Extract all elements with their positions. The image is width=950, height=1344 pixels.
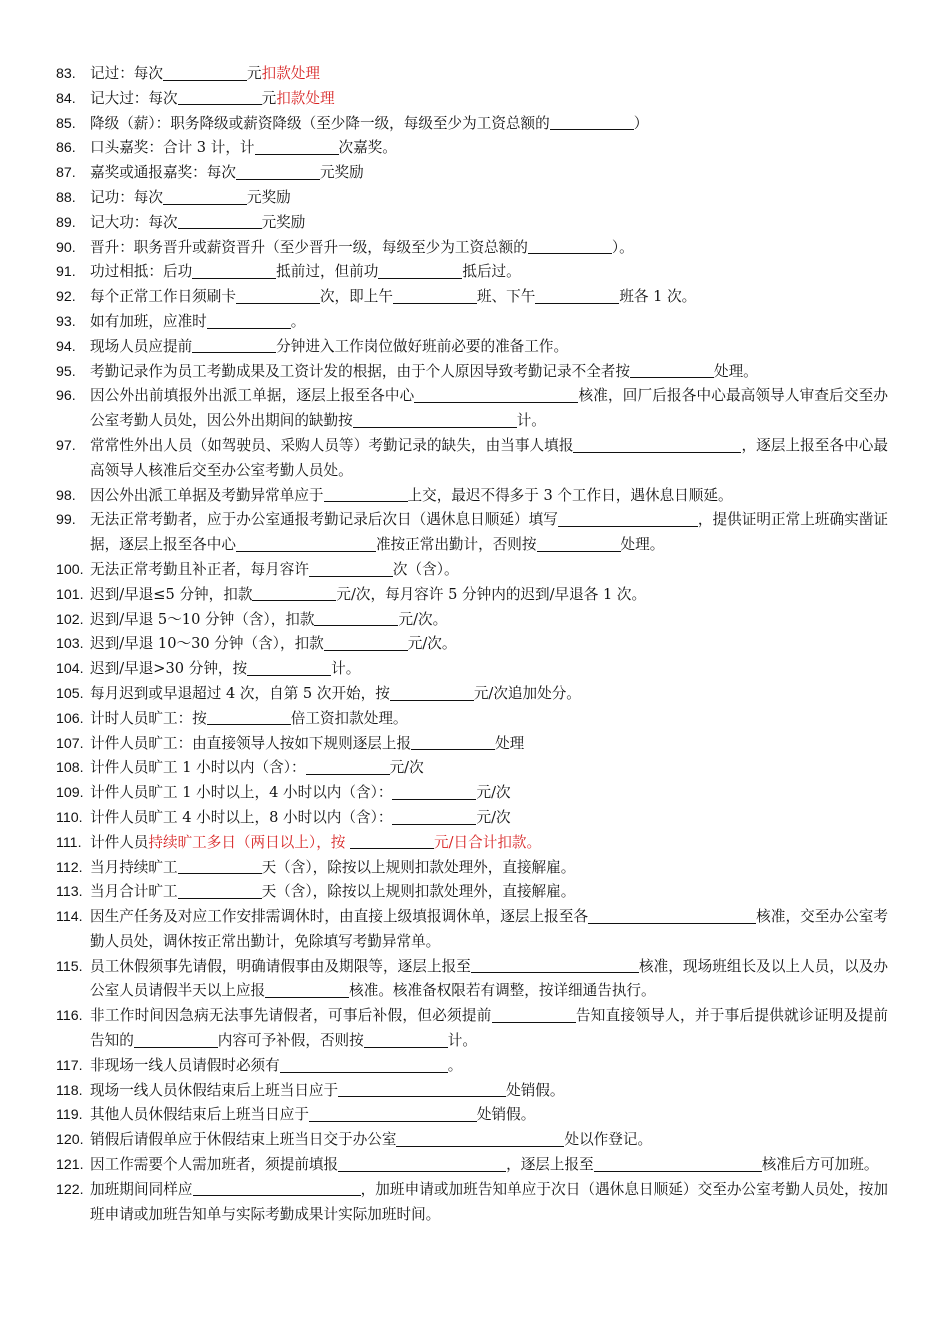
list-item	[0, 1128, 950, 1153]
item-number: 122.	[56, 1181, 84, 1198]
list-item	[0, 1054, 950, 1079]
list-item	[0, 136, 950, 161]
fill-in-blank[interactable]	[252, 586, 336, 602]
item-number: 96.	[56, 388, 76, 405]
item-text: 元/次	[476, 808, 511, 826]
list-item	[0, 558, 950, 583]
fill-in-blank[interactable]	[309, 1107, 477, 1123]
item-number: 90.	[56, 239, 76, 256]
item-text: 员工休假须事先请假，明确请假事由及期限等，逐层上报至	[90, 957, 471, 975]
fill-in-blank[interactable]	[393, 288, 477, 304]
fill-in-blank[interactable]	[309, 561, 393, 577]
item-text: 。	[290, 312, 306, 330]
item-text: 计件人员旷工 1 小时以上，4 小时以内（含）：	[90, 784, 393, 802]
item-text: 现场人员应提前	[90, 337, 193, 355]
list-item	[0, 756, 950, 781]
item-text: 现场一线人员休假结束后上班当日应于	[90, 1081, 339, 1099]
item-text: ，逐层上报至各中心最高领导人核准后交至办公室考勤人员处。	[90, 436, 888, 479]
item-text: 记功：每次	[90, 188, 163, 206]
item-text: 迟到/早退 10～30 分钟（含），扣款	[90, 635, 324, 653]
item-text: 班各 1 次。	[619, 288, 697, 306]
highlighted-text: 扣款处理	[276, 89, 335, 107]
list-item	[0, 856, 950, 881]
item-text: 计件人员旷工 1 小时以内（含）：	[90, 759, 306, 777]
item-text: 每个正常工作日须刷卡	[90, 288, 236, 306]
item-text: 处销假。	[476, 1106, 536, 1124]
fill-in-blank[interactable]	[411, 735, 495, 751]
item-number: 119.	[56, 1107, 83, 1124]
list-item	[0, 781, 950, 806]
fill-in-blank[interactable]	[193, 1181, 361, 1197]
list-item	[0, 87, 950, 112]
fill-in-blank[interactable]	[163, 65, 247, 81]
item-text: 告知直接领导人，并于事后提供就诊证明及提前告知的	[90, 1007, 888, 1050]
item-text: 核准，回厂后报各中心最高领导人审查后交至办公室考勤人员处，因公外出期间的缺勤按	[90, 387, 888, 430]
fill-in-blank[interactable]	[338, 1156, 506, 1172]
item-number: 109.	[56, 785, 84, 802]
list-item	[0, 1178, 950, 1228]
document-body	[0, 62, 950, 1227]
item-text: 处理。	[713, 362, 758, 380]
item-text: 分钟进入工作岗位做好班前必要的准备工作。	[276, 337, 569, 355]
item-number: 111.	[56, 834, 82, 851]
item-text: 加班期间同样应	[90, 1180, 193, 1198]
item-text: ）	[633, 114, 649, 132]
item-text: 当月持续旷工	[90, 858, 178, 876]
list-item	[0, 806, 950, 831]
item-text: 抵前过，但前功	[276, 263, 379, 281]
fill-in-blank[interactable]	[236, 288, 320, 304]
fill-in-blank[interactable]	[192, 338, 276, 354]
item-number: 86.	[56, 140, 76, 157]
item-text: 计。	[447, 1032, 477, 1050]
item-text: 处理	[495, 734, 525, 752]
item-text: 内容可予补假，否则按	[217, 1032, 364, 1050]
fill-in-blank[interactable]	[535, 288, 619, 304]
item-text: 元奖励	[246, 188, 291, 206]
fill-in-blank[interactable]	[378, 263, 462, 279]
item-number: 110.	[56, 809, 83, 826]
fill-in-blank[interactable]	[163, 189, 247, 205]
fill-in-blank[interactable]	[178, 859, 262, 875]
fill-in-blank[interactable]	[630, 363, 714, 379]
item-text: 班、下午	[476, 288, 536, 306]
item-text: ，逐层上报至	[506, 1156, 594, 1174]
fill-in-blank[interactable]	[280, 1057, 448, 1073]
list-item	[0, 1153, 950, 1178]
item-number: 107.	[56, 735, 84, 752]
highlighted-text: 扣款处理	[261, 65, 320, 82]
fill-in-blank[interactable]	[247, 660, 331, 676]
list-item	[0, 707, 950, 732]
list-item	[0, 285, 950, 310]
fill-in-blank[interactable]	[573, 437, 741, 453]
list-item	[0, 1004, 950, 1054]
fill-in-blank[interactable]	[306, 759, 390, 775]
item-text: 计件人员旷工 4 小时以上，8 小时以内（含）：	[90, 808, 393, 826]
list-item	[0, 583, 950, 608]
highlighted-text: 持续旷工多日（两日以上），按	[148, 833, 346, 851]
item-number: 114.	[56, 909, 83, 926]
item-number: 95.	[56, 363, 76, 380]
list-item	[0, 236, 950, 261]
fill-in-blank[interactable]	[558, 511, 698, 527]
item-text: 元/次	[476, 784, 511, 802]
fill-in-blank[interactable]	[414, 387, 578, 403]
item-number: 104.	[56, 661, 84, 678]
list-item	[0, 310, 950, 335]
fill-in-blank[interactable]	[236, 164, 320, 180]
list-item	[0, 260, 950, 285]
item-text: 倍工资扣款处理。	[290, 709, 408, 727]
fill-in-blank[interactable]	[594, 1156, 762, 1172]
item-number: 85.	[56, 115, 76, 132]
item-text: 无法正常考勤者，应于办公室通报考勤记录后次日（遇休息日顺延）填写	[90, 511, 558, 529]
fill-in-blank[interactable]	[353, 412, 517, 428]
item-text: 天（含），除按以上规则扣款处理外，直接解雇。	[261, 858, 576, 876]
item-text: 迟到/早退 5～10 分钟（含），扣款	[90, 610, 315, 628]
item-number: 116.	[56, 1008, 83, 1025]
item-text: 计件人员旷工：由直接领导人按如下规则逐层上报	[90, 734, 412, 752]
fill-in-blank[interactable]	[192, 263, 276, 279]
list-item	[0, 682, 950, 707]
item-number: 121.	[56, 1157, 84, 1174]
item-text: 降级（薪）：职务降级或薪资降级（至少降一级，每级至少为工资总额的	[90, 114, 550, 132]
list-item	[0, 732, 950, 757]
fill-in-blank[interactable]	[537, 536, 621, 552]
item-text: 无法正常考勤且补正者，每月容许	[90, 560, 309, 578]
fill-in-blank[interactable]	[471, 958, 639, 974]
item-number: 117.	[56, 1057, 83, 1074]
item-text: 因公外出派工单据及考勤异常单应于	[90, 486, 324, 504]
item-number: 101.	[56, 586, 84, 603]
list-item	[0, 360, 950, 385]
item-number: 105.	[56, 685, 84, 702]
fill-in-blank[interactable]	[396, 1131, 564, 1147]
fill-in-blank[interactable]	[392, 809, 476, 825]
list-item	[0, 335, 950, 360]
item-number: 94.	[56, 338, 76, 355]
item-text: 核准后方可加班。	[761, 1156, 879, 1174]
item-text: 迟到/早退>30 分钟，按	[90, 660, 248, 678]
item-text: 晋升：职务晋升或薪资晋升（至少晋升一级，每级至少为工资总额的	[90, 238, 528, 256]
fill-in-blank[interactable]	[324, 487, 408, 503]
item-text: 处以作登记。	[564, 1131, 653, 1149]
item-text: 因公外出前填报外出派工单据，逐层上报至各中心	[90, 387, 415, 405]
item-text: 因生产任务及对应工作安排需调休时，由直接上级填报调休单，逐层上报至各	[90, 908, 589, 926]
item-text: 如有加班，应准时	[90, 312, 207, 330]
item-text: 当月合计旷工	[90, 883, 178, 901]
list-item	[0, 632, 950, 657]
fill-in-blank[interactable]	[178, 883, 262, 899]
item-text: 销假后请假单应于休假结束上班当日交于办公室	[90, 1131, 397, 1149]
item-number: 112.	[56, 859, 83, 876]
list-item	[0, 1079, 950, 1104]
item-text: 元奖励	[319, 164, 364, 182]
item-text: 。	[447, 1056, 463, 1074]
fill-in-blank[interactable]	[338, 1082, 506, 1098]
item-number: 88.	[56, 189, 76, 206]
item-text: 处销假。	[506, 1081, 565, 1099]
fill-in-blank[interactable]	[492, 1007, 576, 1023]
fill-in-blank[interactable]	[255, 139, 339, 155]
item-text: 处理。	[620, 536, 665, 554]
item-text: 记过：每次	[90, 65, 163, 82]
fill-in-blank[interactable]	[207, 710, 291, 726]
item-text: 迟到/早退≤5 分钟，扣款	[90, 585, 253, 603]
item-text: 元奖励	[261, 213, 306, 231]
item-text: 元/次。	[407, 635, 457, 653]
item-text: 其他人员休假结束后上班当日应于	[90, 1106, 309, 1124]
fill-in-blank[interactable]	[392, 784, 476, 800]
item-text: 次嘉奖。	[338, 139, 397, 157]
item-number: 99.	[56, 512, 76, 529]
item-text: 次（含）。	[392, 560, 459, 578]
fill-in-blank[interactable]	[364, 1032, 448, 1048]
item-number: 93.	[56, 313, 76, 330]
highlighted-text: 元/日合计扣款。	[434, 833, 542, 851]
list-item	[0, 434, 950, 484]
item-number: 118.	[56, 1082, 83, 1099]
item-number: 92.	[56, 289, 76, 306]
item-text: 元	[261, 89, 277, 107]
list-item	[0, 186, 950, 211]
item-text: 功过相抵：后功	[90, 263, 193, 281]
list-item	[0, 880, 950, 905]
item-number: 103.	[56, 636, 84, 653]
item-text: 计时人员旷工：按	[90, 709, 207, 727]
item-number: 83.	[56, 66, 76, 82]
list-item	[0, 1103, 950, 1128]
item-number: 102.	[56, 611, 84, 628]
item-text: 核准。核准备权限若有调整，按详细通告执行。	[349, 982, 656, 1000]
fill-in-blank[interactable]	[134, 1032, 218, 1048]
item-text: 非现场一线人员请假时必须有	[90, 1056, 280, 1074]
fill-in-blank[interactable]	[236, 536, 376, 552]
item-number: 120.	[56, 1132, 84, 1149]
item-text: 每月迟到或早退超过 4 次，自第 5 次开始，按	[90, 684, 390, 702]
fill-in-blank[interactable]	[350, 834, 434, 850]
item-text: 抵后过。	[462, 263, 521, 281]
item-text: 因工作需要个人需加班者，须提前填报	[90, 1156, 339, 1174]
item-number: 113.	[56, 884, 83, 901]
list-item	[0, 831, 950, 856]
item-text: 记大过：每次	[90, 89, 178, 107]
item-text: 计件人员	[90, 833, 149, 851]
fill-in-blank[interactable]	[550, 115, 634, 131]
item-text: 考勤记录作为员工考勤成果及工资计发的根据，由于个人原因导致考勤记录不全者按	[90, 362, 630, 380]
item-text: 元/次。	[398, 610, 448, 628]
item-text: 次，即上午	[319, 288, 393, 306]
fill-in-blank[interactable]	[528, 239, 612, 255]
item-text: 非工作时间因急病无法事先请假者，可事后补假，但必须提前	[90, 1007, 492, 1025]
item-number: 87.	[56, 165, 76, 182]
item-number: 97.	[56, 437, 76, 454]
list-item	[0, 508, 950, 558]
item-text: 元	[246, 65, 262, 82]
item-text: 准按正常出勤计，否则按	[375, 536, 537, 554]
item-number: 89.	[56, 214, 76, 231]
item-text: ，提供证明正常上班确实凿证据，逐层上报至各中心	[90, 511, 888, 554]
item-text: 天（含），除按以上规则扣款处理外，直接解雇。	[261, 883, 576, 901]
item-text: 上交，最迟不得多于 3 个工作日，遇休息日顺延。	[407, 486, 733, 504]
list-item	[0, 657, 950, 682]
list-item	[0, 161, 950, 186]
item-text: 元/次，每月容许 5 分钟内的迟到/早退各 1 次。	[336, 585, 647, 603]
list-item	[0, 484, 950, 509]
item-number: 84.	[56, 90, 76, 107]
list-item	[0, 905, 950, 955]
item-text: 元/次	[389, 759, 424, 777]
item-text: 计。	[516, 412, 546, 430]
fill-in-blank[interactable]	[324, 635, 408, 651]
list-item	[0, 211, 950, 236]
item-number: 108.	[56, 760, 84, 777]
item-text: ，加班申请或加班告知单应于次日（遇休息日顺延）交至办公室考勤人员处，按加班申请或加班告知单与实际考勤成果计实际加班时间。	[90, 1180, 888, 1223]
item-text: 嘉奖或通报嘉奖：每次	[90, 164, 236, 182]
item-number: 115.	[56, 958, 83, 975]
item-text: 元/次追加处分。	[473, 684, 581, 702]
list-item	[0, 112, 950, 137]
item-number: 98.	[56, 487, 76, 504]
item-text: 口头嘉奖：合计 3 计，计	[90, 139, 255, 157]
item-text: 记大功：每次	[90, 213, 178, 231]
fill-in-blank[interactable]	[588, 908, 756, 924]
item-text: 常常性外出人员（如驾驶员、采购人员等）考勤记录的缺失，由当事人填报	[90, 436, 574, 454]
fill-in-blank[interactable]	[314, 611, 398, 627]
fill-in-blank[interactable]	[207, 313, 291, 329]
item-text: 核准，现场班组长及以上人员，以及办公室人员请假半天以上应报	[90, 957, 888, 1000]
item-text: 核准，交至办公室考勤人员处，调休按正常出勤计，免除填写考勤异常单。	[90, 908, 888, 950]
item-number: 91.	[56, 264, 76, 281]
item-text: ）。	[611, 238, 634, 256]
list-item	[0, 62, 950, 87]
list-item	[0, 608, 950, 633]
fill-in-blank[interactable]	[390, 685, 474, 701]
fill-in-blank[interactable]	[178, 214, 262, 230]
fill-in-blank[interactable]	[265, 983, 349, 999]
list-item	[0, 384, 950, 434]
fill-in-blank[interactable]	[178, 90, 262, 106]
list-item	[0, 955, 950, 1005]
item-number: 106.	[56, 710, 84, 727]
item-text: 计。	[331, 660, 361, 678]
item-number: 100.	[56, 561, 84, 578]
